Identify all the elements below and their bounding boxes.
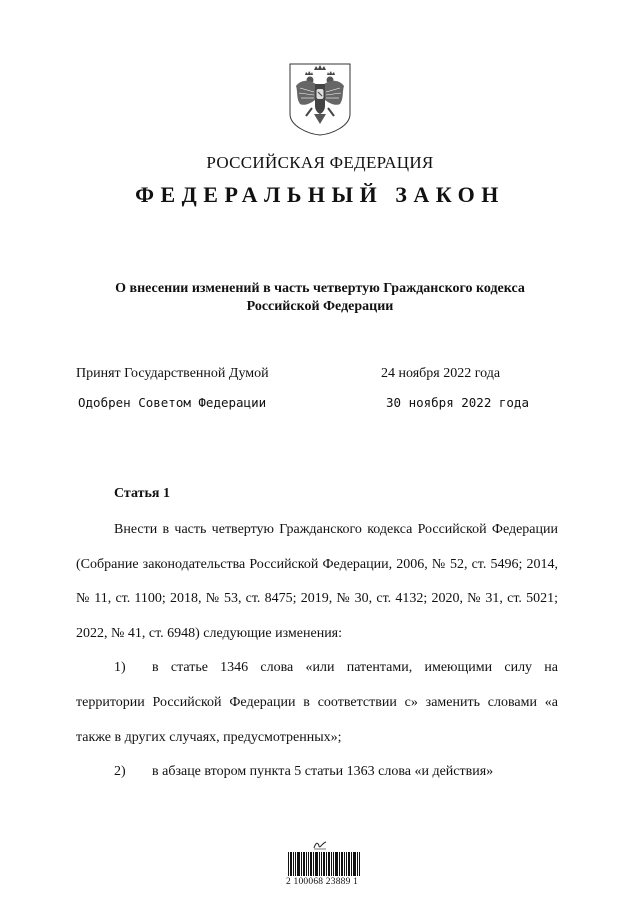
barcode-number: 2 100068 23889 1: [286, 877, 359, 887]
council-label: Одобрен Советом Федерации: [78, 395, 267, 410]
law-title-line2: Российской Федерации: [246, 299, 394, 314]
law-title-line1: О внесении изменений в часть четвертую Гражданского кодекса: [115, 281, 525, 296]
barcode-icon: [288, 852, 360, 876]
duma-date: 24 ноября 2022 года: [381, 366, 501, 381]
duma-label: Принят Государственной Думой: [76, 366, 269, 381]
coat-of-arms-icon: [288, 62, 352, 136]
council-date: 30 ноября 2022 года: [386, 395, 529, 410]
list-item: [76, 651, 558, 755]
item-text: в абзаце втором пункта 5 статьи 1363 слова «и действия»: [152, 764, 494, 780]
law-title: [60, 280, 580, 316]
document-type: ФЕДЕРАЛЬНЫЙ ЗАКОН: [135, 182, 505, 207]
article-intro: Внести в часть четвертую Гражданского кодекса Российской Федерации (Собрание законодательства Российской Федерации, 2006, № 52, ст. 5496; 2014, № 11, ст. 1100; 2018, № 53, ст. 8475; 2019, № 30, ст. 4132; 2020, № 31, ст. 5021; 2022, № 41, ст. 6948) следующие изменения:: [76, 522, 558, 641]
item-number: 1): [114, 660, 126, 676]
signature-mark-icon: [313, 840, 327, 850]
article-heading: Статья 1: [114, 486, 170, 501]
item-text: в статье 1346 слова «или патентами, имеющими силу на территории Российской Федерации в соответствии с» заменить словами «а также в других случаях, предусмотренных»;: [76, 660, 558, 745]
list-item: [76, 755, 558, 790]
article-body: [76, 513, 558, 790]
country-name: РОССИЙСКАЯ ФЕДЕРАЦИЯ: [206, 153, 434, 172]
item-number: 2): [114, 764, 126, 780]
